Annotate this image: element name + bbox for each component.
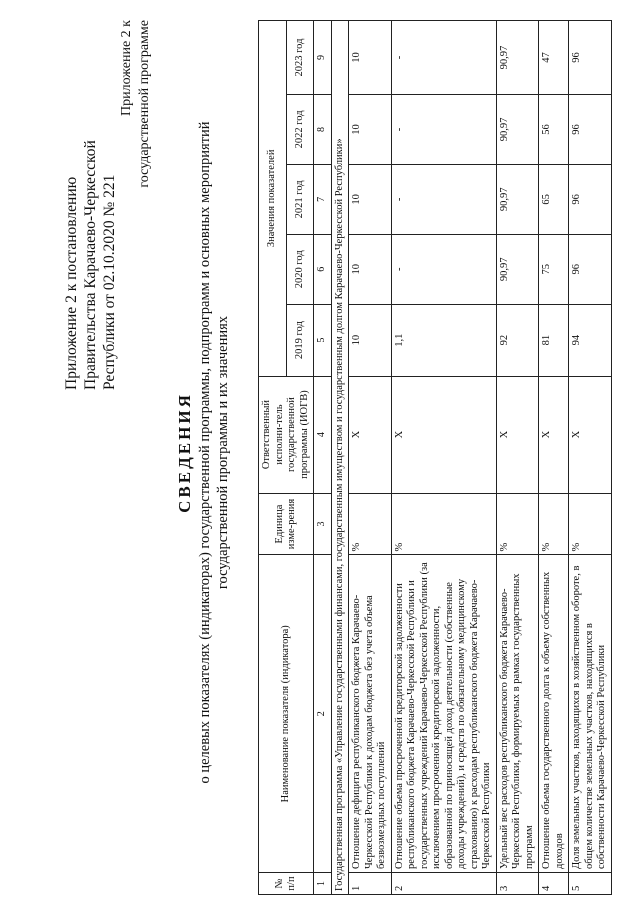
row-value-2022: 90,97 (496, 94, 539, 164)
row-value-2023: 96 (569, 21, 612, 95)
row-value-2023: 90,97 (496, 21, 539, 95)
row-value-2021: 10 (349, 164, 392, 234)
row-num: 4 (539, 873, 569, 895)
appendix-line-1: Приложение 2 к постановлению (63, 176, 80, 390)
row-name: Доля земельных участков, находящихся в хозяйственном обороте, в общем количестве земельных участков, находящихся в собственности Карачаево-Черкесской Республики (569, 555, 612, 873)
row-value-2020: 90,97 (496, 234, 539, 304)
row-unit: % (391, 493, 496, 555)
appendix-decree-header (62, 60, 119, 390)
document-title (174, 40, 232, 865)
header-responsible: Ответственный исполни-тель государственной программы (ИОГВ) (259, 376, 314, 493)
row-responsible: Х (569, 376, 612, 493)
row-value-2021: 96 (569, 164, 612, 234)
row-unit: % (569, 493, 612, 555)
row-unit: % (539, 493, 569, 555)
row-value-2019: 92 (496, 304, 539, 376)
row-responsible: Х (349, 376, 392, 493)
header-year: 2022 год (286, 94, 314, 164)
column-number: 9 (314, 21, 332, 95)
row-name: Отношение объема просроченной кредиторской задолженности республиканского бюджета Карачаево-Черкесской Республики и государственных учреждений Карачаево-Черкесской Республики (за исключением просроченной кредиторской задолженности, образованной по приносящей доход деятельности (собственные доходы учреждений), и средств по обязательному медицинскому страхованию) к расходам республиканского бюджета Карачаево-Черкесской Республики (391, 555, 496, 873)
row-name: Отношение объема государственного долга к объему собственных доходов (539, 555, 569, 873)
row-value-2023: 10 (349, 21, 392, 95)
row-value-2022: - (391, 94, 496, 164)
row-value-2023: 47 (539, 21, 569, 95)
appendix-line-2: Правительства Карачаево-Черкесской (82, 140, 99, 390)
row-value-2023: - (391, 21, 496, 95)
row-value-2022: 96 (569, 94, 612, 164)
header-name: Наименование показателя (индикатора) (259, 555, 314, 873)
row-value-2022: 10 (349, 94, 392, 164)
row-value-2020: 10 (349, 234, 392, 304)
title-line-2: государственной программы и их значениях (215, 315, 231, 590)
indicators-table (258, 20, 612, 895)
row-value-2019: 94 (569, 304, 612, 376)
column-number: 4 (314, 376, 332, 493)
column-number: 3 (314, 493, 332, 555)
row-unit: % (349, 493, 392, 555)
column-number-row (314, 21, 332, 895)
row-value-2021: 65 (539, 164, 569, 234)
appendix2-line-2: государственной программе (137, 20, 152, 188)
column-number: 2 (314, 555, 332, 873)
row-value-2019: 81 (539, 304, 569, 376)
row-responsible: Х (391, 376, 496, 493)
header-num: № п/п (259, 873, 314, 895)
header-year: 2019 год (286, 304, 314, 376)
column-number: 6 (314, 234, 332, 304)
header-year: 2020 год (286, 234, 314, 304)
row-value-2020: 75 (539, 234, 569, 304)
column-number: 8 (314, 94, 332, 164)
table-row (569, 21, 612, 895)
row-responsible: Х (496, 376, 539, 493)
row-num: 3 (496, 873, 539, 895)
row-value-2022: 56 (539, 94, 569, 164)
header-values: Значения показателей (259, 21, 287, 377)
table-row (496, 21, 539, 895)
row-num: 1 (349, 873, 392, 895)
row-num: 5 (569, 873, 612, 895)
row-value-2019: 10 (349, 304, 392, 376)
appendix-line-3: Республики от 02.10.2020 № 221 (101, 174, 118, 390)
header-year: 2021 год (286, 164, 314, 234)
header-year: 2023 год (286, 21, 314, 95)
row-responsible: Х (539, 376, 569, 493)
table-row (391, 21, 496, 895)
column-number: 1 (314, 873, 332, 895)
column-number: 5 (314, 304, 332, 376)
title-line-1: о целевых показателях (индикаторах) государственной программы, подпрограмм и основных мероприятий (197, 121, 213, 784)
appendix-program-header (118, 20, 154, 230)
row-num: 2 (391, 873, 496, 895)
row-value-2021: 90,97 (496, 164, 539, 234)
row-value-2021: - (391, 164, 496, 234)
row-name: Удельный вес расходов республиканского бюджета Карачаево-Черкесской Республики, формируемых в рамках государственных программ (496, 555, 539, 873)
program-title-row (331, 21, 349, 895)
row-value-2019: 1,1 (391, 304, 496, 376)
column-number: 7 (314, 164, 332, 234)
row-value-2020: - (391, 234, 496, 304)
program-title: Государственная программа «Управление государственными финансами, государственным имуществом и государственным долгом Карачаево-Черкесской Республики» (331, 21, 349, 895)
appendix2-line-1: Приложение 2 к (119, 20, 134, 116)
table-row (349, 21, 392, 895)
title-main: СВЕДЕНИЯ (175, 392, 194, 513)
row-unit: % (496, 493, 539, 555)
header-unit: Единица изме-рения (259, 493, 314, 555)
table-row (539, 21, 569, 895)
row-name: Отношение дефицита республиканского бюджета Карачаево-Черкесской Республики к доходам бюджета без учета объема безвозмездных поступлений (349, 555, 392, 873)
row-value-2020: 96 (569, 234, 612, 304)
